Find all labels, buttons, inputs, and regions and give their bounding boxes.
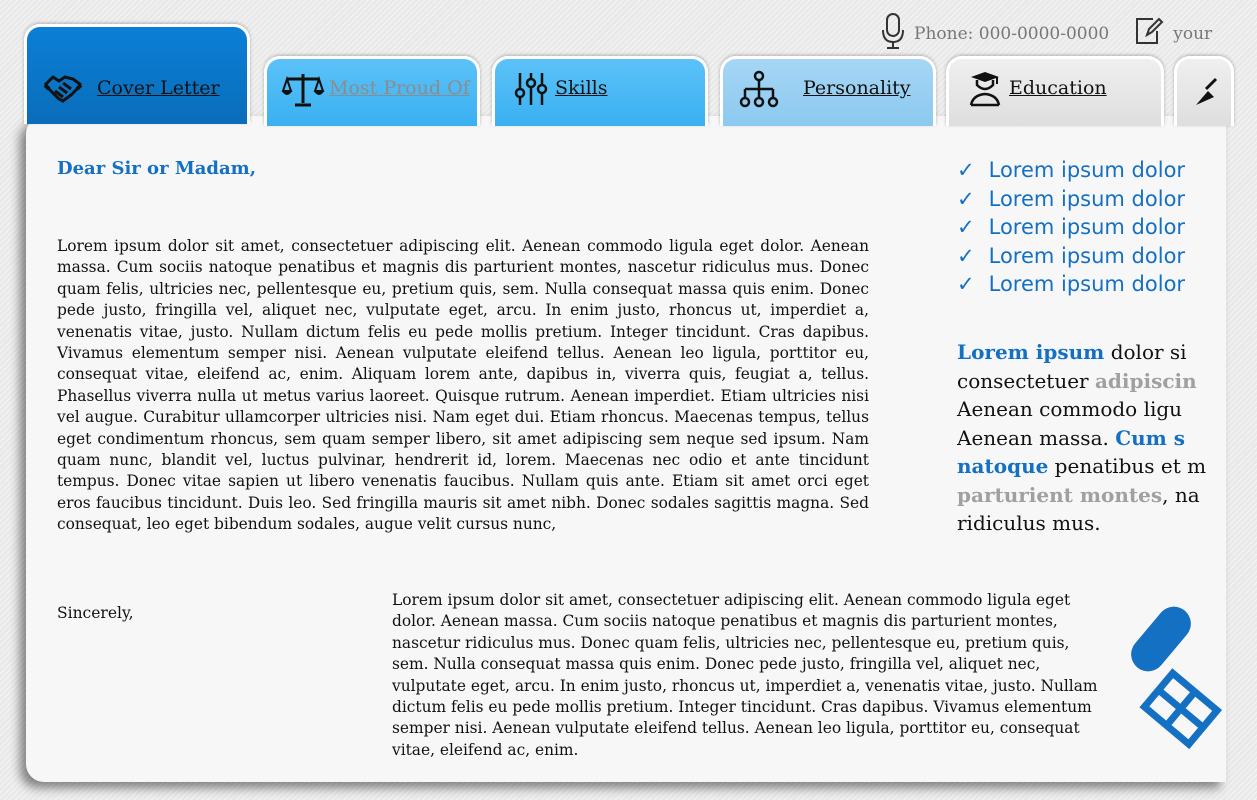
highlight-paragraph: Lorem ipsum dolor si consectetuer adipiscin Aenean commodo ligu Aenean massa. Cum s natoque penatibus et m parturient montes, na ridiculus mus. [957,340,1207,535]
salutation: Dear Sir or Madam, [57,158,256,179]
list-item: ✓ Lorem ipsum dolor [957,243,1186,268]
phone-number: Phone: 000-0000-0000 [914,23,1110,44]
scales-icon [283,69,323,109]
closing: Sincerely, [57,604,134,622]
letter-paragraph-1: Lorem ipsum dolor sit amet, consectetuer adipiscing elit. Aenean commodo ligula eget dolor. Aenean massa. Cum sociis natoque penatibus et magnis dis parturient montes, nascetur ridiculus mus. Donec quam felis, ultricies nec, pellentesque eu, pretium quis, sem. Nulla consequat massa quis enim. Donec pede justo, fringilla vel, aliquet nec, vulputate eget, arcu. In enim justo, rhoncus ut, imperdiet a, venenatis vitae, justo. Nullam dictum felis eu pede mollis pretium. Integer tincidunt. Cras dapibus. Vivamus elementum semper nisi. Aenean vulputate eleifend tellus. Aenean leo ligula, porttitor eu, consequat vitae, eleifend ac, enim. Aliquam lorem ante, dapibus in, viverra quis, feugiat a, tellus. Phasellus viverra nulla ut metus varius laoreet. Quisque rutrum. Aenean imperdiet. Etiam ultricies nisi vel augue. Curabitur ullamcorper ultricies nisi. Nam eget dui. Etiam rhoncus. Maecenas tempus, tellus eget condimentum rhoncus, sem quam semper libero, sit amet adipiscing sem neque sed ipsum. Nam quam nunc, blandit vel, luctus pulvinar, hendrerit id, lorem. Maecenas nec odio et ante tincidunt tempus. Donec vitae sapien ut libero venenatis faucibus. Nullam quis ante. Etiam sit amet orci eget eros faucibus tincidunt. Duis leo. Sed fringilla mauris sit amet nibh. Donec sodales sagittis magna. Sed consequat, leo eget bibendum sodales, augue velit cursus nunc, [57,237,869,534]
check-icon: ✓ [957,158,975,182]
tab-label: Cover Letter [97,77,220,99]
partial-tab-icon [1187,69,1227,109]
microphone-icon [878,12,908,55]
list-item: ✓ Lorem ipsum dolor [957,272,1186,296]
edit-icon [1133,15,1163,52]
tab-partial[interactable] [1174,56,1234,126]
list-item: ✓ Lorem ipsum dolor [957,158,1186,182]
check-icon: ✓ [957,215,975,239]
tab-label: Most Proud Of [329,77,470,99]
check-icon: ✓ [957,272,975,296]
sliders-icon [511,69,551,109]
graduate-icon [965,69,1005,109]
tab-skills[interactable] [492,56,708,126]
tab-cover-letter[interactable] [24,24,250,124]
list-item: ✓ Lorem ipsum dolor [957,186,1186,211]
tab-most-proud-of[interactable] [264,56,480,126]
email-address: your [1173,23,1213,44]
hierarchy-icon [739,69,779,109]
letter-paragraph-2: Lorem ipsum dolor sit amet, consectetuer adipiscing elit. Aenean commodo ligula eget dolor. Aenean massa. Cum sociis natoque penatibus et magnis dis parturient montes, nascetur ridiculus mus. Donec quam felis, ultricies nec, pellentesque eu, pretium quis, sem. Nulla consequat massa quis enim. Donec pede justo, fringilla vel, aliquet nec, vulputate eget, arcu. In enim justo, rhoncus ut, imperdiet a, venenatis vitae, justo. Nullam dictum felis eu pede mollis pretium. Integer tincidunt. Cras dapibus. Vivamus elementum semper nisi. Aenean vulputate eleifend tellus. Aenean leo ligula, porttitor eu, consequat vitae, eleifend ac, enim. [392,591,1098,759]
tab-personality[interactable] [720,56,936,126]
checklist [957,156,1185,299]
tab-education[interactable] [946,56,1164,126]
tab-label: Education [1009,77,1107,99]
tab-label: Skills [555,77,608,99]
tab-label: Personality [803,77,911,99]
contact-bar [878,12,1212,55]
pencil-brand-icon [1130,598,1200,752]
check-icon: ✓ [957,186,975,211]
handshake-icon [43,69,83,109]
list-item: ✓ Lorem ipsum dolor [957,215,1186,239]
check-icon: ✓ [957,243,975,268]
